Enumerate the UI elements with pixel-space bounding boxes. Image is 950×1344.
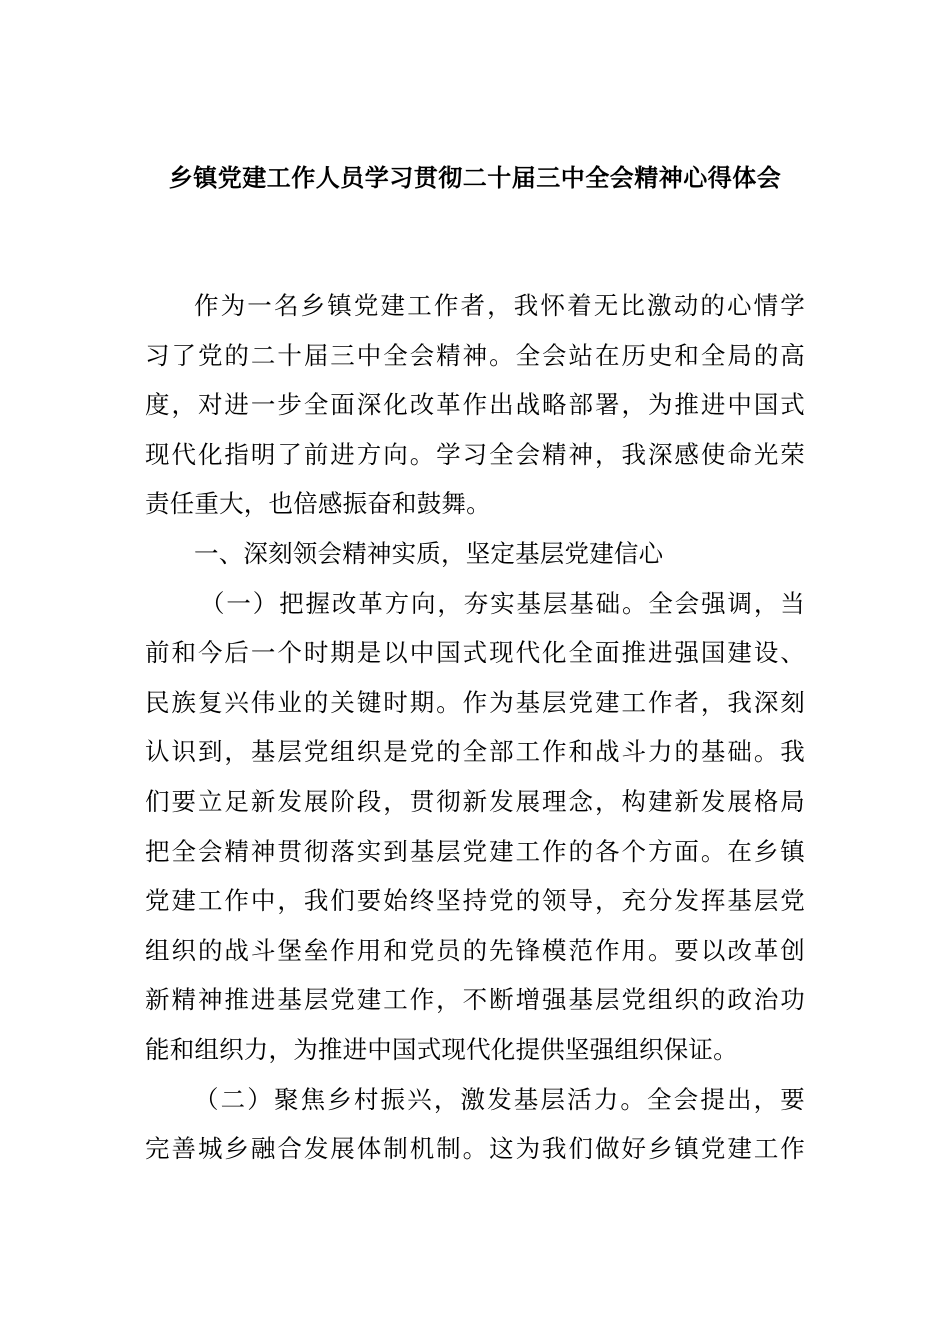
document-body xyxy=(145,281,805,1174)
document-title: 乡镇党建工作人员学习贯彻二十届三中全会精神心得体会 xyxy=(168,164,782,192)
paragraph-line: 把全会精神贯彻落实到基层党建工作的各个方面。在乡镇 xyxy=(145,836,805,866)
section-heading: 一、深刻领会精神实质，坚定基层党建信心 xyxy=(194,538,664,568)
paragraph-line: 认识到，基层党组织是党的全部工作和战斗力的基础。我 xyxy=(145,737,805,767)
paragraph-line: 度，对进一步全面深化改革作出战略部署，为推进中国式 xyxy=(145,390,805,420)
paragraph-line: 民族复兴伟业的关键时期。作为基层党建工作者，我深刻 xyxy=(145,687,805,717)
paragraph-line: （二）聚焦乡村振兴，激发基层活力。全会提出，要 xyxy=(194,1084,805,1114)
paragraph-line: 责任重大，也倍感振奋和鼓舞。 xyxy=(145,489,491,519)
paragraph-line: （一）把握改革方向，夯实基层基础。全会强调，当 xyxy=(200,588,805,618)
paragraph-line: 前和今后一个时期是以中国式现代化全面推进强国建设、 xyxy=(145,638,805,668)
paragraph-line: 党建工作中，我们要始终坚持党的领导，充分发挥基层党 xyxy=(145,886,805,916)
paragraph-line: 新精神推进基层党建工作，不断增强基层党组织的政治功 xyxy=(145,985,805,1015)
paragraph-line: 完善城乡融合发展体制机制。这为我们做好乡镇党建工作 xyxy=(145,1134,805,1164)
paragraph-line: 组织的战斗堡垒作用和党员的先锋模范作用。要以改革创 xyxy=(145,935,805,965)
paragraph-line: 能和组织力，为推进中国式现代化提供坚强组织保证。 xyxy=(145,1034,738,1064)
paragraph-line: 现代化指明了前进方向。学习全会精神，我深感使命光荣 xyxy=(145,439,805,469)
paragraph-line: 们要立足新发展阶段，贯彻新发展理念，构建新发展格局 xyxy=(145,786,805,816)
paragraph-line: 习了党的二十届三中全会精神。全会站在历史和全局的高 xyxy=(145,340,805,370)
paragraph-line: 作为一名乡镇党建工作者，我怀着无比激动的心情学 xyxy=(194,291,805,320)
